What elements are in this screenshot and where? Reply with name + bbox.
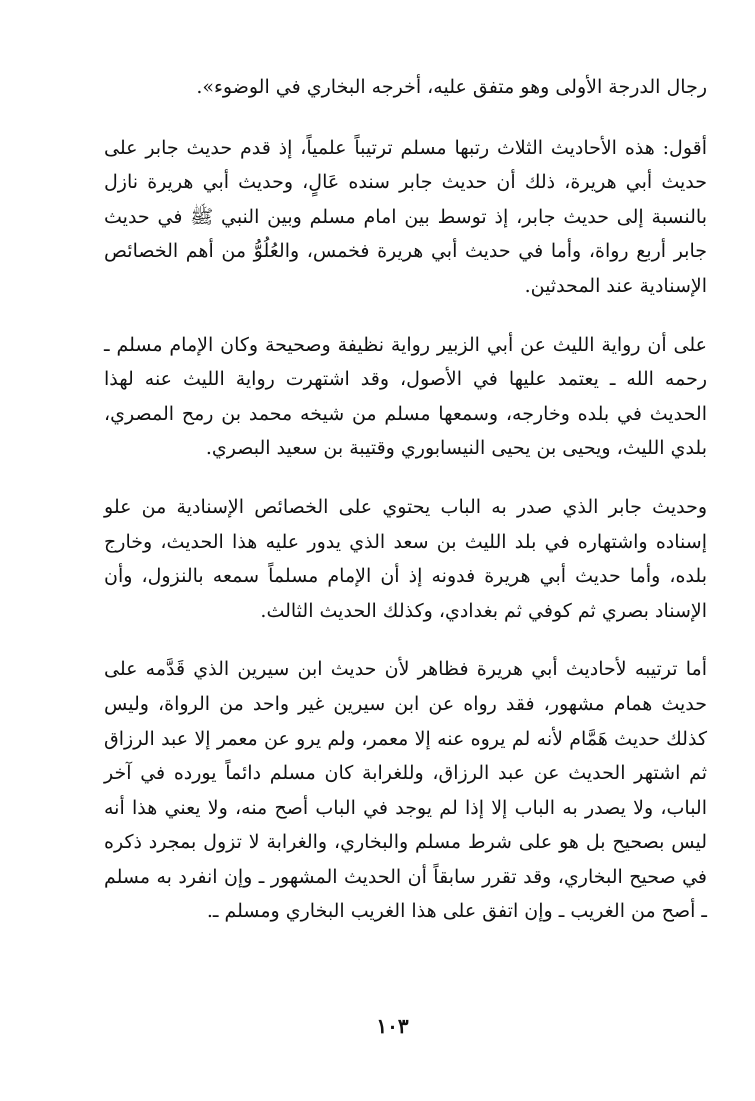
page-body (104, 70, 707, 953)
paragraph-5: أما ترتيبه لأحاديث أبي هريرة فظاهر لأن حديث ابن سيرين الذي قَدَّمه على حديث همام مشهور، فقد رواه عن ابن سيرين غير واحد من الرواة، وليس كذلك حديث هَمَّام لأنه لم يروه عنه إلا معمر، ولم يرو عن معمر إلا عبد الرزاق ثم اشتهر الحديث عن عبد الرزاق، وللغرابة كان مسلم دائماً يورده في آخر الباب، ولا يصدر به الباب إلا إذا لم يوجد في الباب أصح منه، ولا يعني هذا أنه ليس بصحيح بل هو على شرط مسلم والبخاري، والغرابة لا تزول بمجرد ذكره في صحيح البخاري، وقد تقرر سابقاً أن الحديث المشهور ـ وإن انفرد به مسلم ـ أصح من الغريب ـ وإن اتفق على هذا الغريب البخاري ومسلم ـ. (104, 658, 707, 923)
paragraph-3: على أن رواية الليث عن أبي الزبير رواية نظيفة وصحيحة وكان الإمام مسلم ـ رحمه الله ـ يعتمد عليها في الأصول، وقد اشتهرت رواية الليث عنه لهذا الحديث في بلده وخارجه، وسمعها مسلم من شيخه محمد بن رمح المصري، بلدي الليث، ويحيى بن يحيى النيسابوري وقتيبة بن سعيد البصري. (104, 333, 707, 460)
paragraph-2: أقول: هذه الأحاديث الثلاث رتبها مسلم ترتيباً علمياً، إذ قدم حديث جابر على حديث أبي هريرة، ذلك أن حديث جابر سنده عَالٍ، وحديث أبي هريرة نازل بالنسبة إلى حديث جابر، إذ توسط بين امام مسلم وبين النبي ﷺ في حديث جابر أربع رواة، وأما في حديث أبي هريرة فخمس، والعُلُوُّ من أهم الخصائص الإسنادية عند المحدثين. (104, 136, 707, 297)
page-number: ١٠٣ (376, 1014, 409, 1038)
paragraph-4: وحديث جابر الذي صدر به الباب يحتوي على الخصائص الإسنادية من علو إسناده واشتهاره في بلد الليث بن سعد الذي يدور عليه هذا الحديث، وخارج بلده، وأما حديث أبي هريرة فدونه إذ أن الإمام مسلماً سمعه بالنزول، وأن الإسناد بصري ثم كوفي ثم بغدادي، وكذلك الحديث الثالث. (104, 495, 707, 622)
paragraph-1: رجال الدرجة الأولى وهو متفق عليه، أخرجه البخاري في الوضوء». (196, 76, 707, 98)
